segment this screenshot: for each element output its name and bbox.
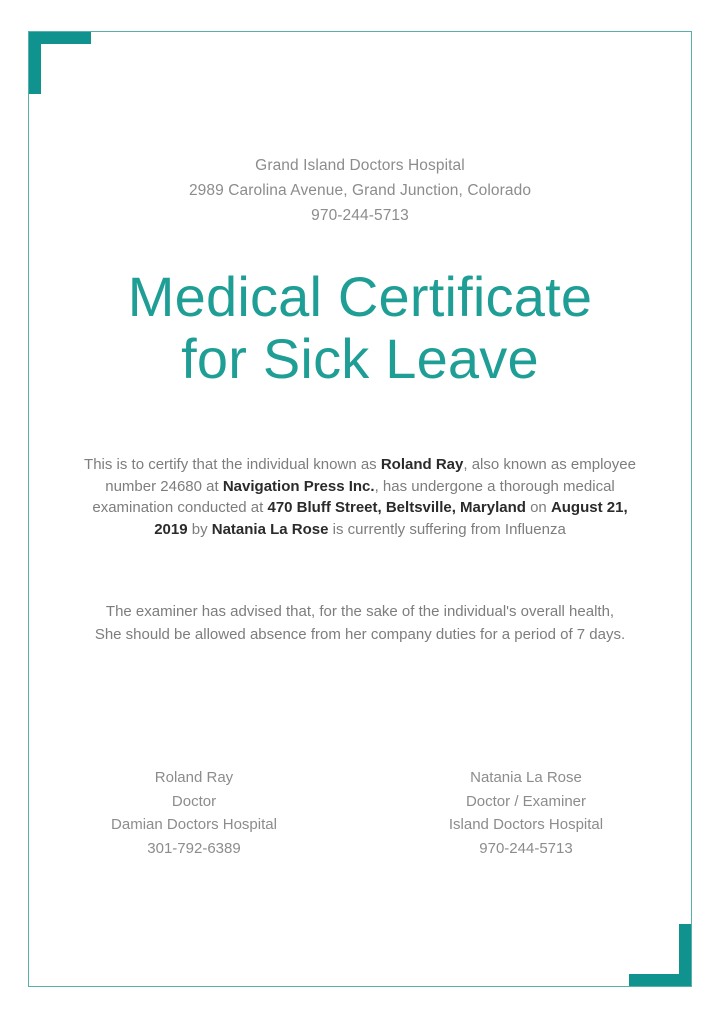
certification-text: is currently suffering from Influenza xyxy=(328,520,566,538)
certificate-content xyxy=(28,31,692,987)
certification-text: , has undergone a thorough medical examination conducted at xyxy=(92,477,615,516)
advisory-statement xyxy=(50,600,670,646)
certification-text: by xyxy=(187,520,212,538)
signature-block-examiner xyxy=(421,766,631,860)
hospital-address: 2989 Carolina Avenue, Grand Junction, Colorado xyxy=(188,182,532,199)
certification-text: , also known as employee number 24680 at xyxy=(105,456,636,495)
page-title-line-1: Medical Certificate xyxy=(127,265,593,328)
certification-statement xyxy=(80,454,640,540)
hospital-header xyxy=(189,153,531,228)
certification-emphasis: August 21, 2019 xyxy=(154,499,628,538)
certification-emphasis: Navigation Press Inc. xyxy=(222,477,375,495)
advisory-line-2: She should be allowed absence from her company duties for a period of 7 days. xyxy=(94,626,626,643)
page-title xyxy=(128,266,592,390)
signatory-hospital: Island Doctors Hospital xyxy=(448,816,604,833)
signatory-phone: 301-792-6389 xyxy=(147,839,241,857)
signatory-role: Doctor / Examiner xyxy=(465,792,587,810)
certification-text: on xyxy=(525,499,551,516)
signatory-hospital: Damian Doctors Hospital xyxy=(111,816,277,833)
hospital-phone: 970-244-5713 xyxy=(311,207,409,224)
signature-block-doctor xyxy=(89,766,299,860)
signatory-role: Doctor xyxy=(171,792,217,810)
certification-text: This is to certify that the individual known as xyxy=(84,456,381,473)
signature-section xyxy=(28,766,692,860)
hospital-name: Grand Island Doctors Hospital xyxy=(255,157,465,174)
certification-emphasis: 470 Bluff Street, Beltsville, Maryland xyxy=(267,499,526,516)
signatory-name: Natania La Rose xyxy=(470,769,582,786)
signatory-name: Roland Ray xyxy=(154,769,234,786)
page-title-line-2: for Sick Leave xyxy=(181,327,539,390)
certification-emphasis: Natania La Rose xyxy=(211,520,329,538)
advisory-line-1: The examiner has advised that, for the sake of the individual's overall health, xyxy=(105,603,615,620)
signatory-phone: 970-244-5713 xyxy=(479,839,573,857)
certification-emphasis: Roland Ray xyxy=(380,456,464,473)
